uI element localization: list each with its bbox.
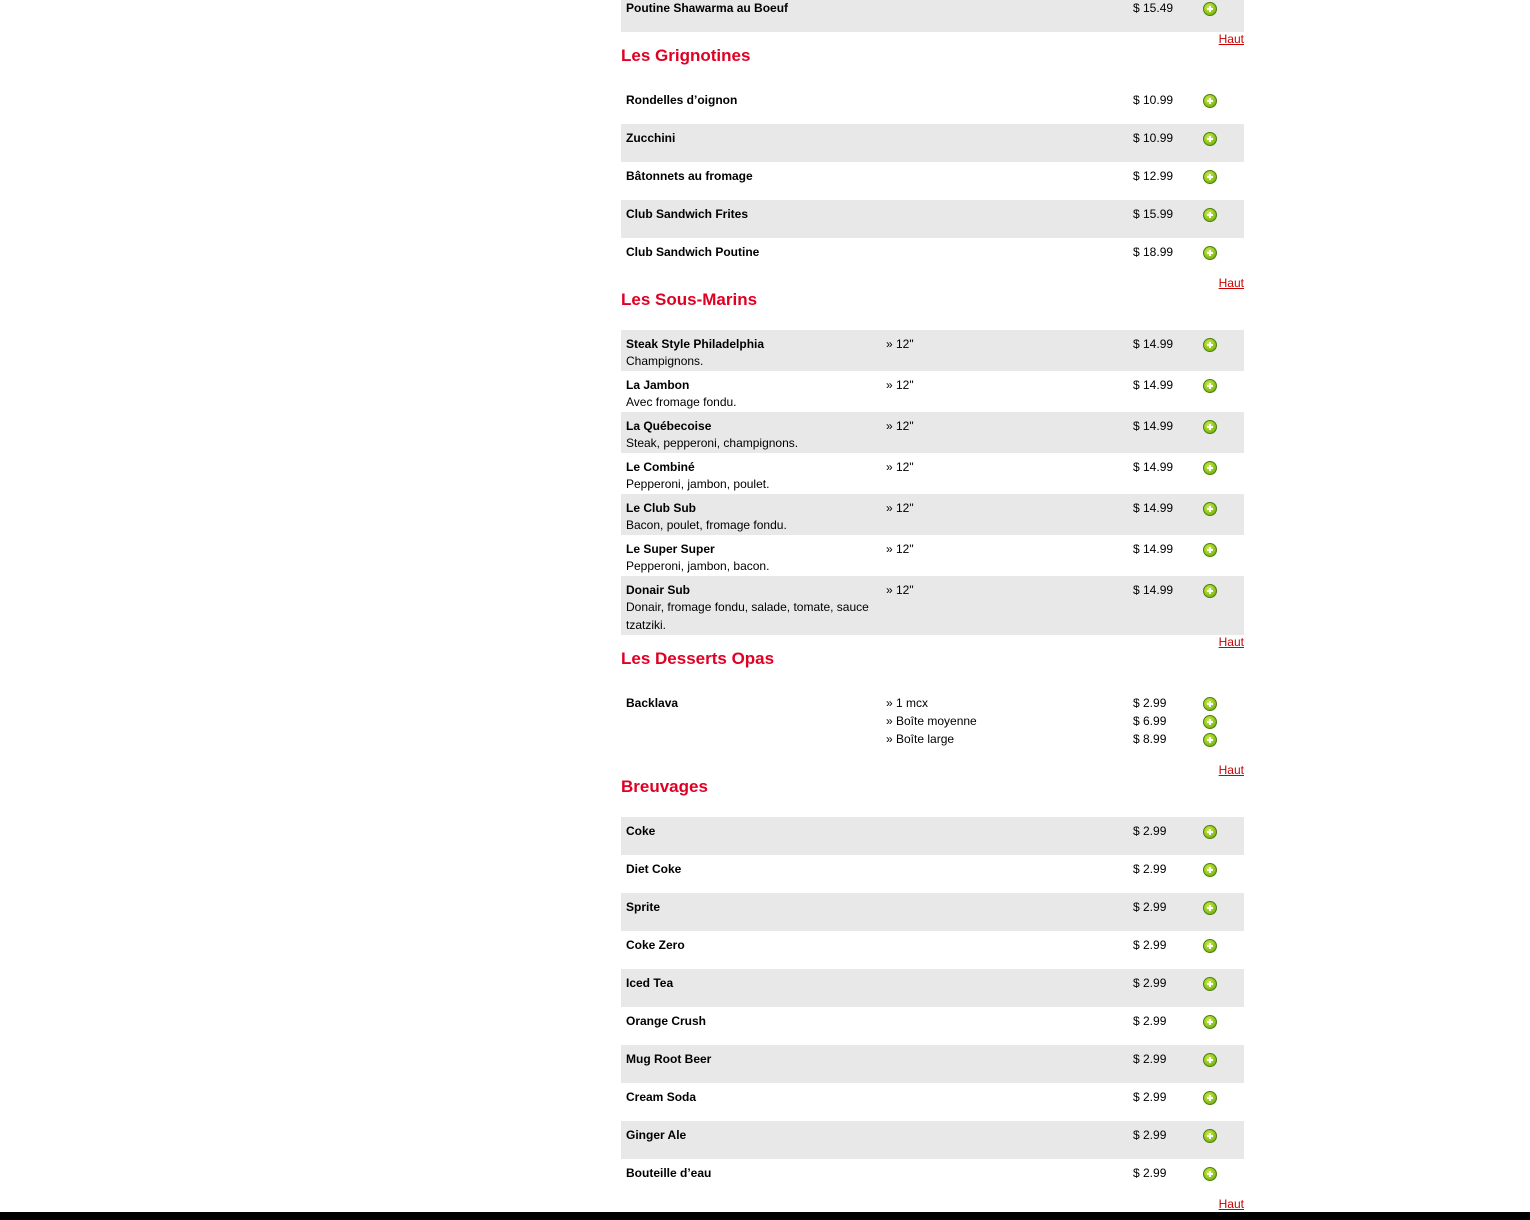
item-name: Sprite (626, 900, 661, 914)
item-name: Bouteille d’eau (626, 1166, 712, 1180)
item-price: $ 14.99 (1133, 337, 1174, 351)
item-name: Le Super Super (626, 542, 715, 556)
menu-item-row (621, 412, 1244, 453)
item-size-option: » 12" (886, 501, 914, 515)
item-name: Club Sandwich Poutine (626, 245, 760, 259)
item-price: $ 2.99 (1133, 696, 1167, 710)
add-to-cart-icon[interactable] (1203, 863, 1217, 877)
item-price: $ 2.99 (1133, 1166, 1167, 1180)
add-to-cart-icon[interactable] (1203, 170, 1217, 184)
add-to-cart-icon[interactable] (1203, 379, 1217, 393)
add-to-cart-icon[interactable] (1203, 733, 1217, 747)
add-to-cart-icon[interactable] (1203, 543, 1217, 557)
item-size-option: » Boîte moyenne (886, 714, 977, 728)
item-price: $ 2.99 (1133, 976, 1167, 990)
item-size-option: » 12" (886, 378, 914, 392)
item-name: Orange Crush (626, 1014, 707, 1028)
item-name: Poutine Shawarma au Boeuf (626, 1, 789, 15)
item-price: $ 14.99 (1133, 378, 1174, 392)
item-price: $ 2.99 (1133, 862, 1167, 876)
item-description: Pepperoni, jambon, bacon. (626, 559, 770, 573)
footer-bar (0, 1212, 1530, 1220)
back-to-top-link[interactable]: Haut (1218, 1197, 1244, 1211)
item-price: $ 2.99 (1133, 824, 1167, 838)
item-description: Bacon, poulet, fromage fondu. (626, 518, 787, 532)
menu-item-row (621, 330, 1244, 371)
add-to-cart-icon[interactable] (1203, 977, 1217, 991)
add-to-cart-icon[interactable] (1203, 1015, 1217, 1029)
item-size-option: » 12" (886, 583, 914, 597)
menu-item-row (621, 576, 1244, 635)
add-to-cart-icon[interactable] (1203, 2, 1217, 16)
item-size-option: » 1 mcx (886, 696, 929, 710)
item-price: $ 15.99 (1133, 207, 1174, 221)
menu-item-row (621, 931, 1244, 969)
menu-item-row (621, 1121, 1244, 1159)
menu-item-row (621, 124, 1244, 162)
menu-item-row (621, 535, 1244, 576)
add-to-cart-icon[interactable] (1203, 939, 1217, 953)
add-to-cart-icon[interactable] (1203, 1053, 1217, 1067)
item-name: Le Combiné (626, 460, 695, 474)
menu-item-row (621, 817, 1244, 855)
menu-item-row (621, 1159, 1244, 1197)
item-price: $ 10.99 (1133, 131, 1174, 145)
item-price: $ 14.99 (1133, 542, 1174, 556)
item-size-option: » 12" (886, 337, 914, 351)
item-name: Steak Style Philadelphia (626, 337, 765, 351)
add-to-cart-icon[interactable] (1203, 825, 1217, 839)
item-price: $ 14.99 (1133, 583, 1174, 597)
item-name: Ginger Ale (626, 1128, 687, 1142)
item-description: Donair, fromage fondu, salade, tomate, sauce tzatziki. (626, 600, 869, 632)
item-description: Steak, pepperoni, champignons. (626, 436, 799, 450)
menu-item-row (621, 238, 1244, 276)
add-to-cart-icon[interactable] (1203, 1129, 1217, 1143)
item-name: Mug Root Beer (626, 1052, 712, 1066)
section-title: Breuvages (621, 777, 708, 796)
add-to-cart-icon[interactable] (1203, 94, 1217, 108)
section-title: Les Grignotines (621, 46, 751, 65)
add-to-cart-icon[interactable] (1203, 715, 1217, 729)
menu-item-row (621, 200, 1244, 238)
menu-item-row (621, 893, 1244, 931)
item-name: Rondelles d’oignon (626, 93, 738, 107)
back-to-top-link[interactable]: Haut (1218, 763, 1244, 777)
add-to-cart-icon[interactable] (1203, 584, 1217, 598)
menu-item-row (621, 855, 1244, 893)
item-name: Club Sandwich Frites (626, 207, 749, 221)
item-size-option: » 12" (886, 419, 914, 433)
menu-item-row (621, 969, 1244, 1007)
section-title: Les Sous-Marins (621, 290, 758, 309)
back-to-top-link[interactable]: Haut (1218, 32, 1244, 46)
item-price: $ 18.99 (1133, 245, 1174, 259)
add-to-cart-icon[interactable] (1203, 461, 1217, 475)
item-description: Champignons. (626, 354, 704, 368)
item-price: $ 2.99 (1133, 1128, 1167, 1142)
add-to-cart-icon[interactable] (1203, 502, 1217, 516)
item-size-option: » Boîte large (886, 732, 955, 746)
item-description: Avec fromage fondu. (626, 395, 737, 409)
item-name: Coke (626, 824, 656, 838)
item-name: Zucchini (626, 131, 676, 145)
add-to-cart-icon[interactable] (1203, 697, 1217, 711)
menu-item-row (621, 162, 1244, 200)
add-to-cart-icon[interactable] (1203, 901, 1217, 915)
item-name: Donair Sub (626, 583, 691, 597)
menu-item-row (621, 494, 1244, 535)
item-name: Bâtonnets au fromage (626, 169, 753, 183)
item-name: La Jambon (626, 378, 690, 392)
add-to-cart-icon[interactable] (1203, 1167, 1217, 1181)
item-price: $ 15.49 (1133, 1, 1174, 15)
add-to-cart-icon[interactable] (1203, 420, 1217, 434)
item-price: $ 14.99 (1133, 460, 1174, 474)
item-name: Cream Soda (626, 1090, 697, 1104)
menu-item-row (621, 86, 1244, 124)
item-price: $ 12.99 (1133, 169, 1174, 183)
menu-item-row (621, 453, 1244, 494)
item-price: $ 14.99 (1133, 501, 1174, 515)
item-price: $ 10.99 (1133, 93, 1174, 107)
item-name: Diet Coke (626, 862, 682, 876)
item-name: Iced Tea (626, 976, 674, 990)
item-price: $ 2.99 (1133, 1052, 1167, 1066)
item-price: $ 14.99 (1133, 419, 1174, 433)
add-to-cart-icon[interactable] (1203, 338, 1217, 352)
back-to-top-link[interactable]: Haut (1218, 276, 1244, 290)
add-to-cart-icon[interactable] (1203, 132, 1217, 146)
item-name: Coke Zero (626, 938, 685, 952)
back-to-top-link[interactable]: Haut (1218, 635, 1244, 649)
section-title: Les Desserts Opas (621, 649, 775, 668)
item-name: Backlava (626, 696, 679, 710)
item-size-option: » 12" (886, 460, 914, 474)
item-name: Le Club Sub (626, 501, 696, 515)
item-price: $ 6.99 (1133, 714, 1167, 728)
menu-item-row (621, 1083, 1244, 1121)
item-price: $ 2.99 (1133, 1014, 1167, 1028)
item-price: $ 8.99 (1133, 732, 1167, 746)
item-price: $ 2.99 (1133, 1090, 1167, 1104)
menu-item-row (621, 1045, 1244, 1083)
item-description: Pepperoni, jambon, poulet. (626, 477, 770, 491)
item-size-option: » 12" (886, 542, 914, 556)
add-to-cart-icon[interactable] (1203, 1091, 1217, 1105)
menu-item-row (621, 1007, 1244, 1045)
menu-item-row (621, 689, 1244, 757)
add-to-cart-icon[interactable] (1203, 208, 1217, 222)
item-name: La Québecoise (626, 419, 712, 433)
item-price: $ 2.99 (1133, 900, 1167, 914)
menu-item-row (621, 371, 1244, 412)
menu-item-row (621, 0, 1244, 32)
add-to-cart-icon[interactable] (1203, 246, 1217, 260)
item-price: $ 2.99 (1133, 938, 1167, 952)
